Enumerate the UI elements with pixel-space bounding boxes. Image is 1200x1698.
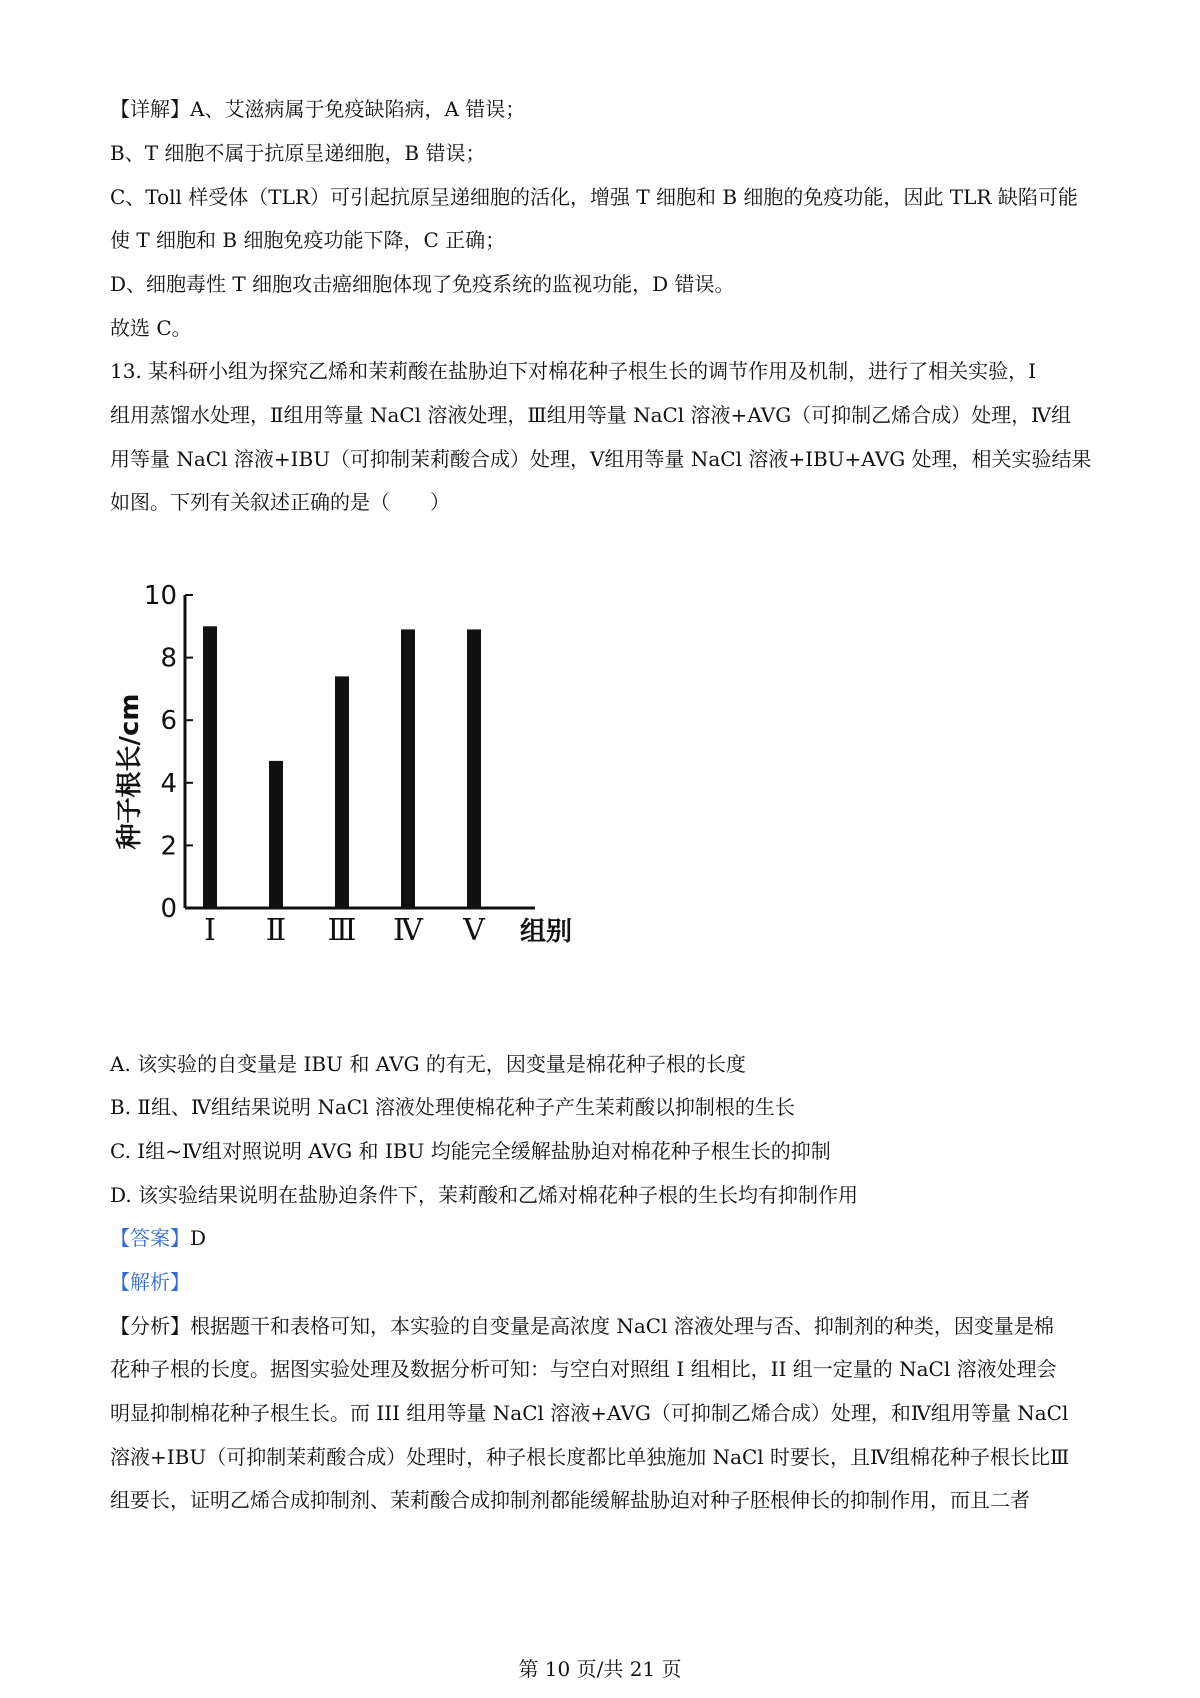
analysis-line-4: 溶液+IBU（可抑制茉莉酸合成）处理时，种子根长度都比单独施加 NaCl 时要长，且Ⅳ组棉花种子根长比Ⅲ [110, 1445, 1070, 1469]
analysis-line-5: 组要长，证明乙烯合成抑制剂、茉莉酸合成抑制剂都能缓解盐胁迫对种子胚根伸长的抑制作用，而且二者 [110, 1488, 1030, 1512]
analysis-sub-tag: 【分析】 [110, 1314, 190, 1338]
analysis-tag: 【解析】 [110, 1270, 190, 1294]
detail-line-3: C、Toll 样受体（TLR）可引起抗原呈递细胞的活化，增强 T 细胞和 B 细胞的免疫功能，因此 TLR 缺陷可能 [110, 185, 1078, 209]
x-tick-label: Ⅴ [463, 913, 485, 948]
option-c: C. Ⅰ组~Ⅳ组对照说明 AVG 和 IBU 均能完全缓解盐胁迫对棉花种子根生长的抑制 [110, 1139, 831, 1163]
detail-line-4: 使 T 细胞和 B 细胞免疫功能下降，C 正确； [110, 228, 506, 252]
detail-tag: 【详解】 [110, 97, 190, 121]
analysis-line-1: 【分析】根据题干和表格可知，本实验的自变量是高浓度 NaCl 溶液处理与否、抑制剂的种类，因变量是棉 [110, 1314, 1054, 1338]
y-tick-label: 6 [160, 706, 177, 737]
x-tick-label: Ⅰ [204, 913, 216, 948]
question-line-2: 组用蒸馏水处理，Ⅱ组用等量 NaCl 溶液处理，Ⅲ组用等量 NaCl 溶液+AVG（可抑制乙烯合成）处理，Ⅳ组 [110, 403, 1072, 427]
option-b: B. Ⅱ组、Ⅳ组结果说明 NaCl 溶液处理使棉花种子产生茉莉酸以抑制根的生长 [110, 1095, 795, 1119]
bar-2 [269, 761, 283, 908]
x-tick-label: Ⅱ [265, 913, 287, 948]
y-tick-label: 0 [160, 894, 177, 924]
option-d: D. 该实验结果说明在盐胁迫条件下，茉莉酸和乙烯对棉花种子根的生长均有抑制作用 [110, 1183, 859, 1207]
analysis-line-3: 明显抑制棉花种子根生长。而 III 组用等量 NaCl 溶液+AVG（可抑制乙烯合成）处理，和Ⅳ组用等量 NaCl [110, 1401, 1069, 1425]
answer-value: D [190, 1226, 207, 1250]
page-number: 第 10 页/共 21 页 [518, 1657, 682, 1681]
answer-tag: 【答案】 [110, 1226, 190, 1250]
bar-1 [203, 626, 217, 908]
y-tick-label: 8 [160, 643, 177, 674]
answer-line [110, 1224, 1100, 1252]
detail-conclusion: 故选 C。 [110, 316, 192, 340]
bar-4 [401, 629, 415, 908]
detail-line-2: B、T 细胞不属于抗原呈递细胞，B 错误； [110, 141, 486, 165]
x-axis-label: 组别 [520, 917, 573, 947]
y-tick-label: 4 [160, 768, 177, 799]
question-line-4: 如图。下列有关叙述正确的是（ ） [110, 490, 450, 514]
y-tick-label: 2 [160, 831, 177, 862]
y-tick-label: 10 [143, 581, 177, 611]
detail-line-5: D、细胞毒性 T 细胞攻击癌细胞体现了免疫系统的监视功能，D 错误。 [110, 272, 735, 296]
detail-line-1: 【详解】A、艾滋病属于免疫缺陷病，A 错误； [110, 97, 526, 121]
option-a: A. 该实验的自变量是 IBU 和 AVG 的有无，因变量是棉花种子根的长度 [110, 1052, 746, 1076]
analysis-line-2: 花种子根的长度。据图实验处理及数据分析可知：与空白对照组 I 组相比，II 组一定量的 NaCl 溶液处理会 [110, 1357, 1057, 1381]
x-tick-label: Ⅲ [327, 913, 357, 948]
question-line-1: 13. 某科研小组为探究乙烯和茉莉酸在盐胁迫下对棉花种子根生长的调节作用及机制，进行了相关实验，Ⅰ [110, 359, 1037, 383]
y-axis-label: 种子根长/cm [115, 693, 145, 850]
x-tick-label: Ⅳ [393, 913, 423, 948]
bar-5 [467, 629, 481, 908]
bar-3 [335, 676, 349, 908]
bar-chart [110, 575, 650, 1040]
question-line-3: 用等量 NaCl 溶液+IBU（可抑制茉莉酸合成）处理，Ⅴ组用等量 NaCl 溶液+IBU+AVG 处理，相关实验结果 [110, 447, 1092, 471]
